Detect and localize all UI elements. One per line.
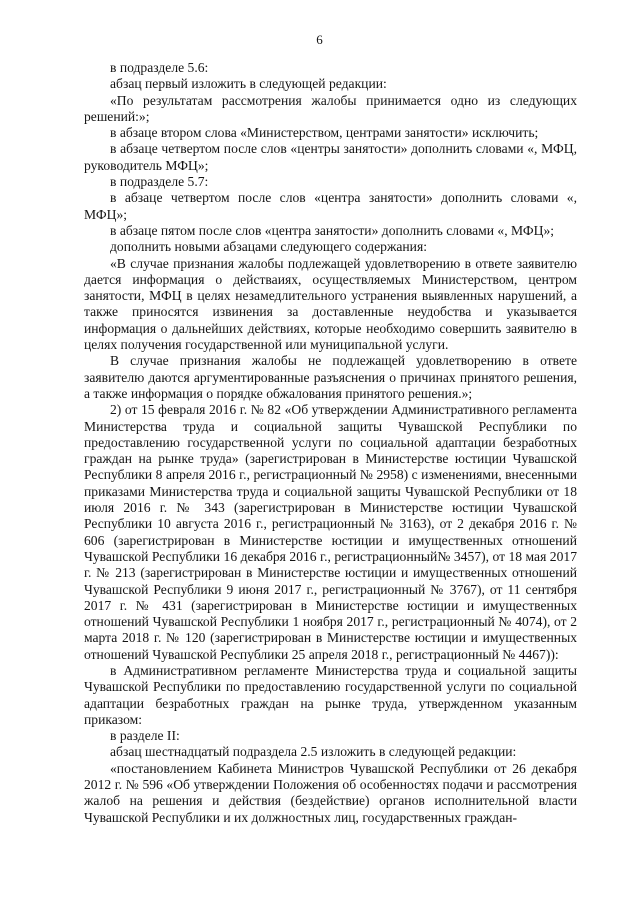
paragraph: 2) от 15 февраля 2016 г. № 82 «Об утверждении Административного регламента Министерства труда и социальной защиты Чувашской Республики по предоставлению государственной услуги по социальной адаптации безработных граждан на рынке труда» (зарегистрирован в Министерстве юстиции Чувашской Республики 8 апреля 2016 г., регистрационный № 2958) с изменениями, внесенными приказами Министерства труда и социальной защиты Чувашской Республики от 18 июля 2016 г. № 343 (зарегистрирован в Министерстве юстиции Чувашской Республики 10 августа 2016 г., регистрационный № 3163), от 2 декабря 2016 г. № 606 (зарегистрирован в Министерстве юстиции и имущественных отношений Чувашской Республики 16 декабря 2016 г., регистрационный№ 3457), от 18 мая 2017 г. № 213 (зарегистрирован в Министерстве юстиции и имущественных отношений Чувашской Республики 9 июня 2017 г., регистрационный № 3767), от 11 сентября 2017 г. № 431 (зарегистрирован в Министерстве юстиции и имущественных отношений Чувашской Республики 1 ноября 2017 г., регистрационный № 4074), от 2 марта 2018 г. № 120 (зарегистрирован в Министерстве юстиции и имущественных отношений Чувашской Республики 25 апреля 2018 г., регистрационный № 4467)):: [84, 402, 577, 662]
document-body: [84, 60, 577, 826]
paragraph: в абзаце четвертом после слов «центра занятости» дополнить словами «, МФЦ»;: [84, 190, 577, 222]
paragraph: дополнить новыми абзацами следующего содержания:: [110, 239, 427, 255]
paragraph: «По результатам рассмотрения жалобы принимается одно из следующих решений:»;: [84, 92, 577, 124]
paragraph: в Административном регламенте Министерства труда и социальной защиты Чувашской Республики по предоставлению государственной услуги по социальной адаптации безработных граждан на рынке труда, утвержденном указанным приказом:: [84, 662, 577, 727]
paragraph: абзац шестнадцатый подраздела 2.5 изложить в следующей редакции:: [110, 744, 517, 760]
paragraph: в абзаце пятом после слов «центра занятости» дополнить словами «, МФЦ»;: [110, 222, 555, 238]
paragraph: в абзаце четвертом после слов «центры занятости» дополнить словами «, МФЦ, руководитель МФЦ»;: [84, 141, 577, 173]
paragraph: В случае признания жалобы не подлежащей удовлетворению в ответе заявителю даются аргументированные разъяснения о причинах принятого решения, а также информация о порядке обжалования принятого решения.»;: [84, 353, 577, 401]
paragraph: абзац первый изложить в следующей редакции:: [110, 76, 387, 92]
paragraph: в подразделе 5.6:: [110, 60, 209, 75]
paragraph: в разделе II:: [110, 728, 180, 744]
page-number: 6: [316, 32, 323, 47]
paragraph: «постановлением Кабинета Министров Чувашской Республики от 26 декабря 2012 г. № 596 «Об утверждении Положения об особенностях подачи и рассмотрения жалоб на решения и действия (бездействие) органов исполнительной власти Чувашской Республики и их должностных лиц, государственных граждан-: [84, 760, 577, 825]
paragraph: в подразделе 5.7:: [110, 174, 209, 190]
paragraph: «В случае признания жалобы подлежащей удовлетворению в ответе заявителю дается информация о действаиях, осуществляемых Министерством, центром занятости, МФЦ в целях незамедлительного устранения выявленных нарушений, а также приносятся извинения за доставленные неудобства и указывается информация о дальнейших действиях, которые необходимо совершить заявителю в целях получения государственной или муниципальной услуги.: [84, 255, 577, 353]
paragraph: в абзаце втором слова «Министерством, центрами занятости» исключить;: [110, 125, 539, 141]
